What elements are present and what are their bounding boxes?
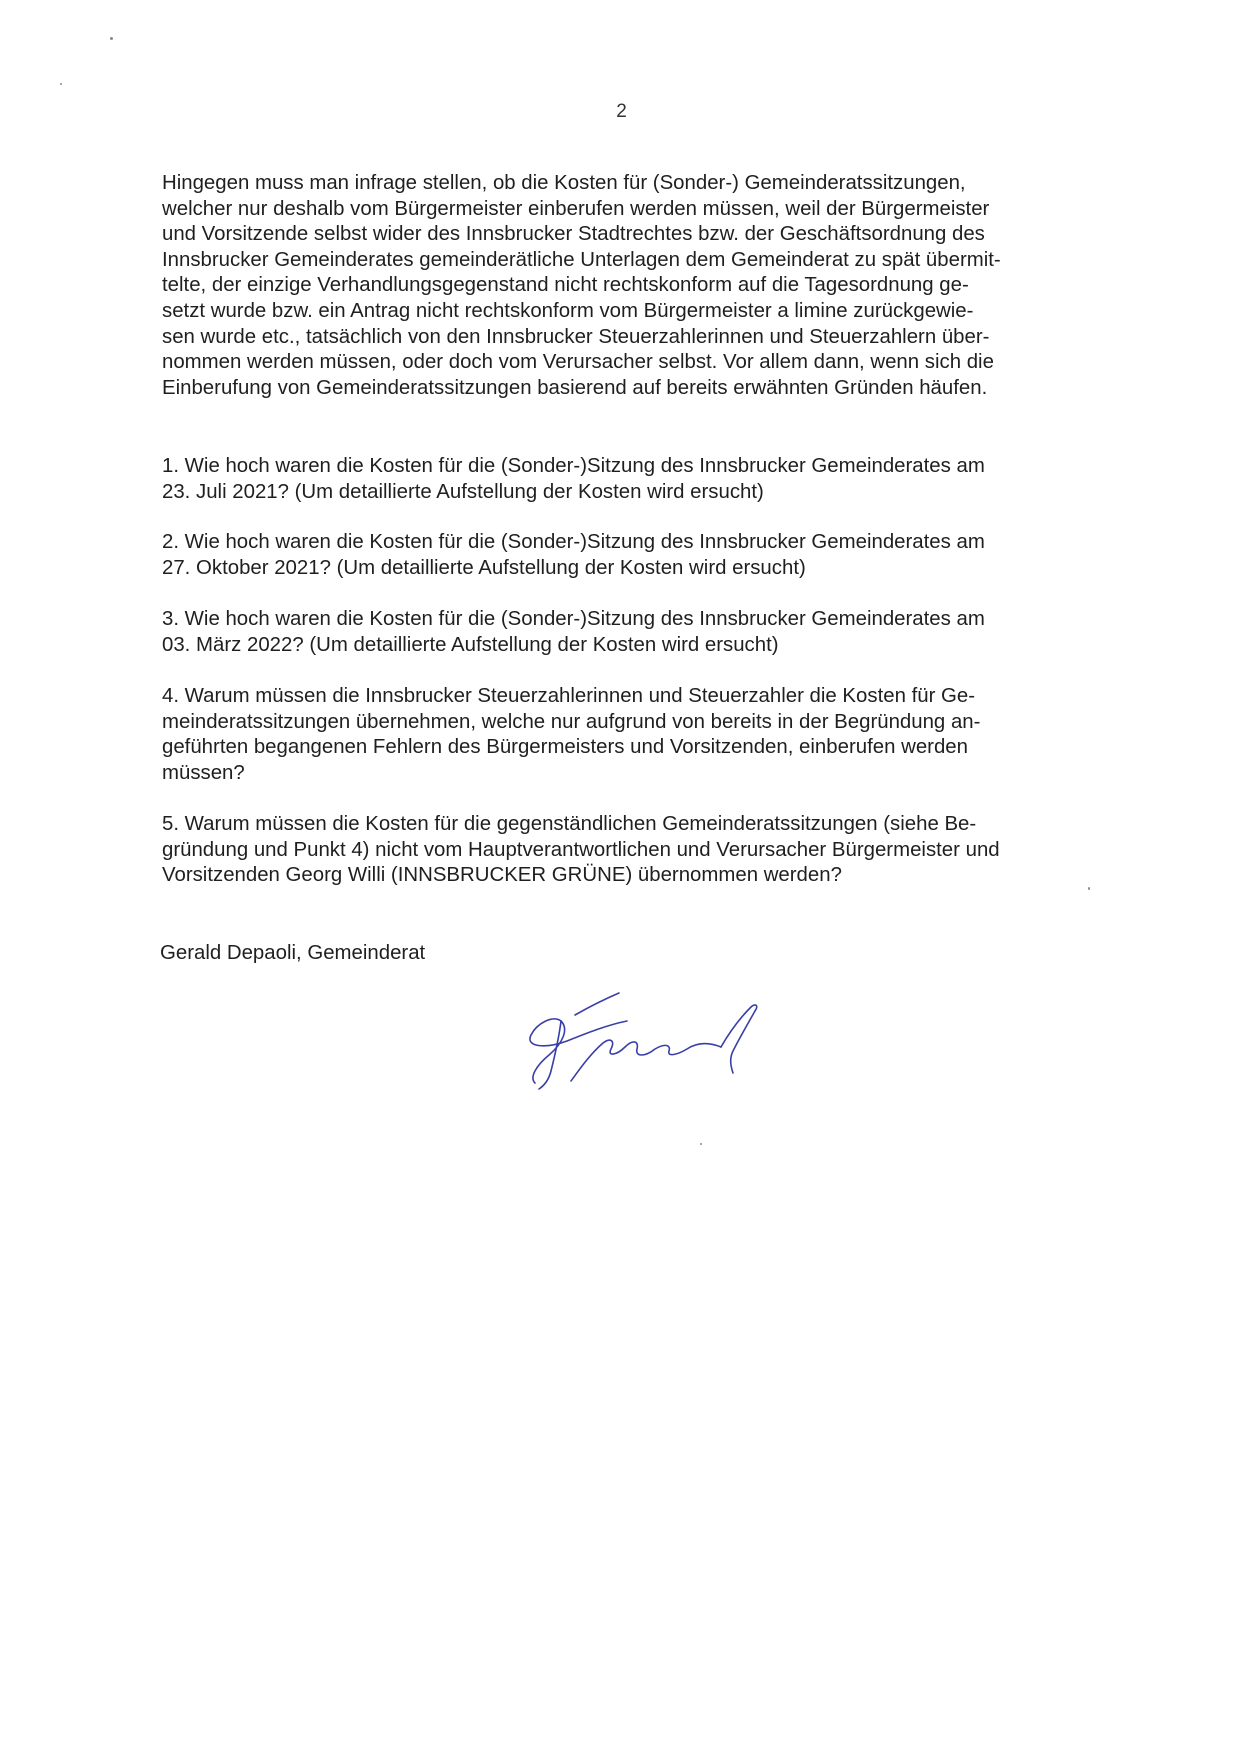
text-line: Hingegen muss man infrage stellen, ob die Kosten für (Sonder-) Gemeinderatssitzungen, <box>162 172 966 194</box>
signer-line: Gerald Depaoli, Gemeinderat <box>160 942 426 964</box>
signature-stroke <box>721 1005 757 1073</box>
text-line: telte, der einzige Verhandlungsgegenstand nicht rechtskonform auf die Tagesordnung ge- <box>162 274 969 297</box>
signature-stroke <box>571 1040 721 1081</box>
text-line: sen wurde etc., tatsächlich von den Innsbrucker Steuerzahlerinnen und Steuerzahlern über- <box>162 325 990 348</box>
text-line: Innsbrucker Gemeinderates gemeinderätliche Unterlagen dem Gemeinderat zu spät übermit- <box>162 248 1001 271</box>
text-line: Einberufung von Gemeinderatssitzungen basierend auf bereits erwähnten Gründen häufen. <box>162 376 988 399</box>
text-line: und Vorsitzende selbst wider des Innsbrucker Stadtrechtes bzw. der Geschäftsordnung des <box>162 223 985 246</box>
text-line: 4. Warum müssen die Innsbrucker Steuerzahlerinnen und Steuerzahler die Kosten für Ge- <box>162 685 976 707</box>
question-1 <box>162 454 1085 505</box>
signature-stroke <box>575 993 619 1015</box>
text-line: gründung und Punkt 4) nicht vom Hauptverantwortlichen und Verursacher Bürgermeister und <box>162 838 1000 861</box>
text-line: 03. März 2022? (Um detaillierte Aufstellung der Kosten wird ersucht) <box>162 633 779 656</box>
text-line: meinderatssitzungen übernehmen, welche nur aufgrund von bereits in der Begründung an- <box>162 710 981 733</box>
text-line: 3. Wie hoch waren die Kosten für die (Sonder-)Sitzung des Innsbrucker Gemeinderates am <box>162 608 985 630</box>
text-line: 27. Oktober 2021? (Um detaillierte Aufstellung der Kosten wird ersucht) <box>162 556 806 579</box>
question-5 <box>162 812 1085 889</box>
text-line: nommen werden müssen, oder doch vom Verursacher selbst. Vor allem dann, wenn sich die <box>162 351 994 374</box>
question-3 <box>162 607 1085 658</box>
scan-speck <box>700 1143 702 1145</box>
intro-paragraph <box>162 171 1085 401</box>
handwritten-signature <box>515 985 785 1095</box>
text-line: Vorsitzenden Georg Willi (INNSBRUCKER GRÜNE) übernommen werden? <box>162 864 842 887</box>
scan-speck <box>110 37 113 40</box>
text-line: setzt wurde bzw. ein Antrag nicht rechtskonform vom Bürgermeister a limine zurückgewie- <box>162 299 974 322</box>
question-4 <box>162 684 1085 786</box>
text-line: müssen? <box>162 761 245 784</box>
scan-speck <box>1088 887 1090 890</box>
scan-speck <box>60 83 62 85</box>
question-2 <box>162 530 1085 581</box>
signature-stroke <box>530 1019 627 1083</box>
text-line: welcher nur deshalb vom Bürgermeister einberufen werden müssen, weil der Bürgermeister <box>162 197 990 220</box>
text-line: 23. Juli 2021? (Um detaillierte Aufstellung der Kosten wird ersucht) <box>162 480 764 503</box>
text-line: 5. Warum müssen die Kosten für die gegenständlichen Gemeinderatssitzungen (siehe Be- <box>162 813 977 835</box>
text-line: 2. Wie hoch waren die Kosten für die (Sonder-)Sitzung des Innsbrucker Gemeinderates am <box>162 531 985 553</box>
page-number: 2 <box>616 101 627 122</box>
text-line: geführten begangenen Fehlern des Bürgermeisters und Vorsitzenden, einberufen werden <box>162 736 968 759</box>
text-line: 1. Wie hoch waren die Kosten für die (Sonder-)Sitzung des Innsbrucker Gemeinderates am <box>162 455 985 477</box>
